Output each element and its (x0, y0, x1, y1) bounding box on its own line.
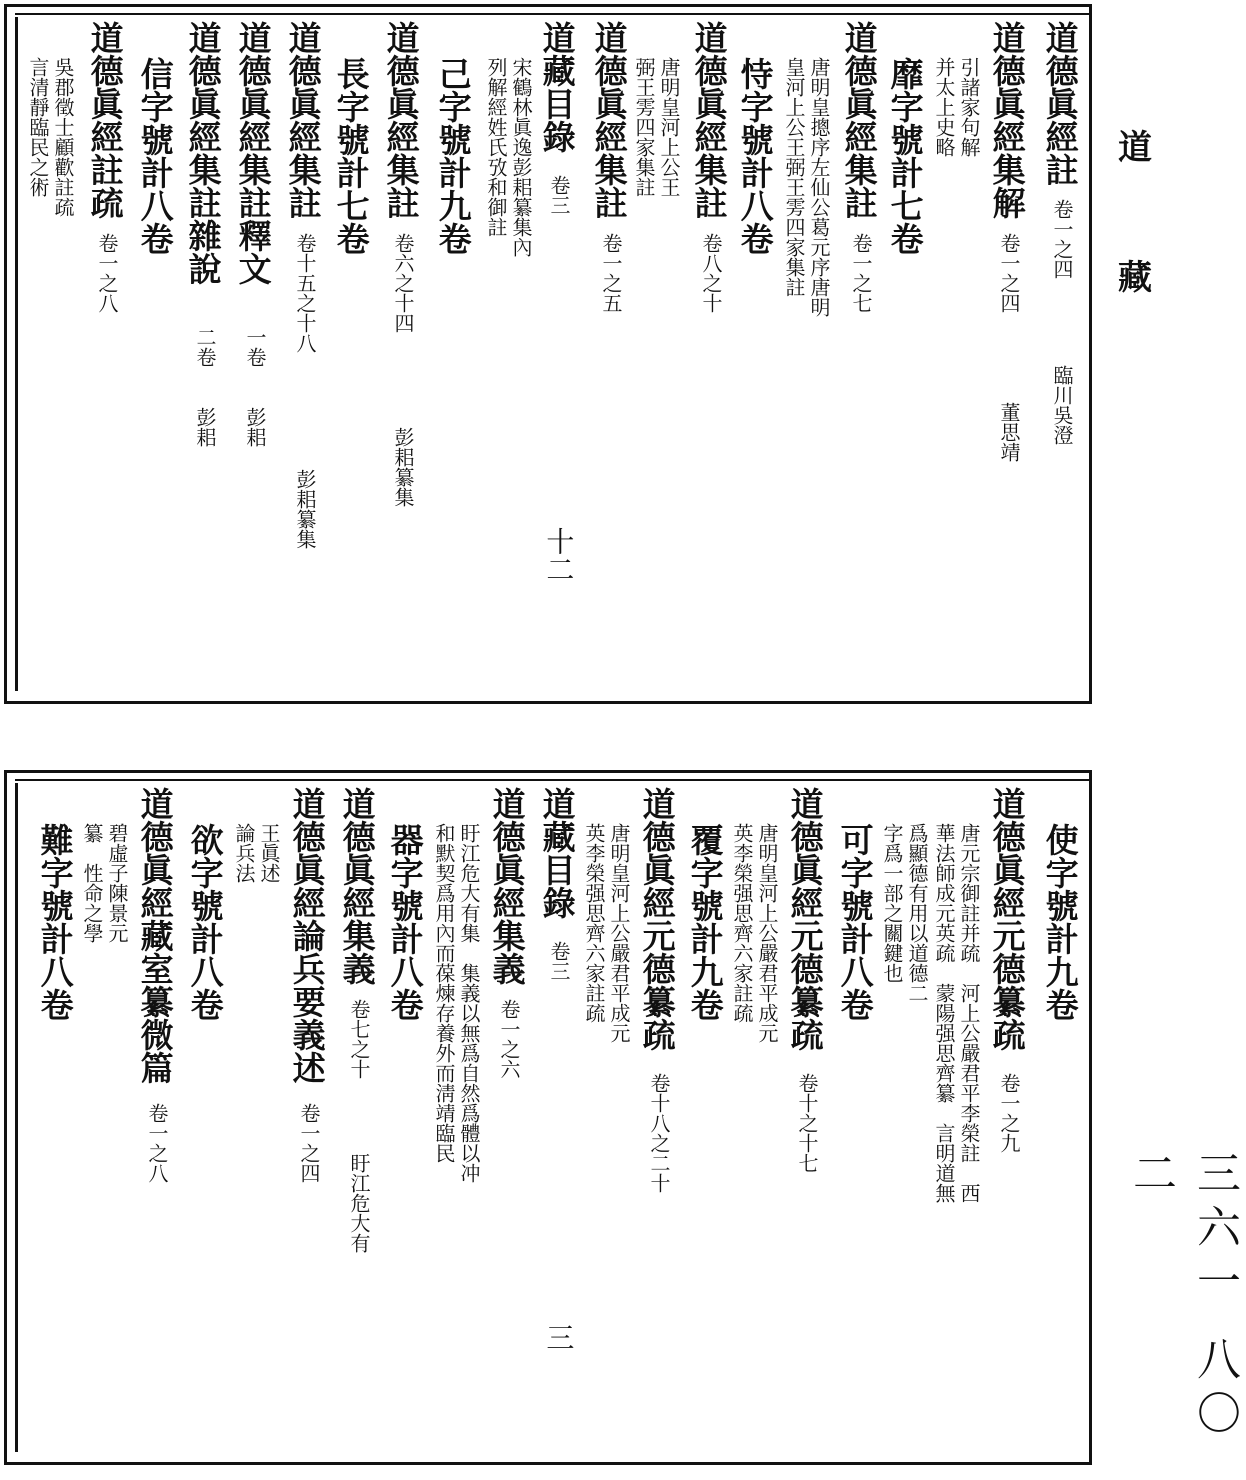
bottom-register-rule (15, 779, 1089, 781)
entry-volumes: 卷一之七 (849, 233, 873, 313)
note-line: 英李榮强思齊六家註疏 (582, 823, 606, 1023)
section-heading: 可字號計八卷 (835, 823, 875, 1021)
top-register-left-rule (15, 17, 18, 691)
entry-title: 道德眞經元德纂疏 (785, 787, 825, 1051)
entry-note (27, 57, 73, 217)
entry-volumes: 卷十八之二十 (647, 1073, 671, 1193)
note-line: 吳郡徵士顧歡註疏 (51, 57, 75, 217)
entry-volumes: 卷十之十七 (795, 1073, 819, 1173)
note-line: 宋鶴林眞逸彭耜纂集內 (509, 57, 533, 257)
entry-volumes: 卷六之十四 (391, 233, 415, 333)
entry-title: 道德眞經元德纂疏 (987, 787, 1027, 1051)
entry-note (433, 823, 479, 1183)
note-line: 唐明皇河上公王 (657, 57, 681, 197)
entry-author: 董思靖 (997, 402, 1021, 462)
note-line: 字爲一部之關鍵也 (880, 823, 904, 983)
entry-author: 彭耜 (243, 407, 267, 447)
section-heading: 己字號計九卷 (433, 57, 473, 255)
note-line: 王眞述 (257, 823, 281, 883)
note-line: 碧虛子陳景元 (105, 823, 129, 943)
entry-title: 道德眞經集註 (283, 21, 323, 219)
entry-author: 彭耜 (193, 407, 217, 447)
running-title-volume: 卷三 (547, 941, 571, 981)
entry-title: 道德眞經論兵要義述 (287, 787, 327, 1084)
note-line: 爲顯德有用以道德二 (905, 823, 929, 1003)
entry-title: 道德眞經集註釋文 (233, 21, 273, 285)
entry-note (933, 57, 979, 157)
entry-title: 道德眞經元德纂疏 (637, 787, 677, 1051)
note-line: 并太上史略 (932, 57, 956, 157)
entry-volumes: 卷八之十 (699, 233, 723, 313)
section-heading: 信字號計八卷 (135, 57, 175, 255)
note-line: 弼王雱四家集註 (632, 57, 656, 197)
section-heading: 欲字號計八卷 (185, 823, 225, 1021)
note-line: 和默契爲用內而葆煉存養外而淸靖臨民 (432, 823, 456, 1163)
margin-title-char-2: 藏 (1118, 258, 1152, 298)
entry-title: 道德眞經集義 (337, 787, 377, 985)
folio-number: 三 (542, 1323, 576, 1351)
entry-note (731, 823, 777, 1043)
note-line: 引諸家句解 (957, 57, 981, 157)
entry-volumes: 卷一之四 (297, 1103, 321, 1183)
entry-volumes: 卷一之四 (997, 233, 1021, 313)
section-heading: 靡字號計七卷 (885, 57, 925, 255)
note-line: 英李榮强思齊六家註疏 (730, 823, 754, 1023)
entry-title: 道德眞經集註雜說 (183, 21, 223, 285)
entry-author: 盱江危大有 (347, 1153, 371, 1253)
entry-note (81, 823, 127, 943)
bottom-register-left-rule (15, 783, 18, 1452)
running-title: 道藏目錄 (537, 21, 577, 153)
note-line: 列解經姓氏攷和御註 (484, 57, 508, 237)
entry-title: 道德眞經集註 (839, 21, 879, 219)
note-line: 纂 性命之學 (80, 823, 104, 943)
entry-volumes: 卷一之五 (599, 233, 623, 313)
running-title-volume: 卷三 (547, 175, 571, 215)
entry-author: 彭耜纂集 (391, 427, 415, 507)
section-heading: 使字號計九卷 (1040, 823, 1080, 1021)
section-heading: 器字號計八卷 (385, 823, 425, 1021)
entry-note (583, 823, 629, 1043)
entry-volumes: 二卷 (193, 327, 217, 367)
note-line: 唐明皇河上公嚴君平成元 (755, 823, 779, 1043)
entry-note (633, 57, 679, 197)
entry-note (485, 57, 531, 257)
entry-volumes: 一卷 (243, 327, 267, 367)
entry-note (881, 823, 927, 1003)
entry-title: 道德眞經註 (1040, 21, 1080, 186)
entry-note (933, 823, 979, 1203)
entry-author: 臨川吳澄 (1050, 365, 1074, 445)
entry-title: 道德眞經集註 (589, 21, 629, 219)
section-heading: 恃字號計八卷 (735, 57, 775, 255)
folio-number: 十二 (542, 527, 576, 583)
entry-note (783, 57, 829, 317)
running-title: 道藏目錄 (537, 787, 577, 919)
note-line: 論兵法 (232, 823, 256, 883)
entry-volumes: 卷一之八 (145, 1103, 169, 1183)
note-line: 唐明皇河上公嚴君平成元 (607, 823, 631, 1043)
entry-volumes: 卷一之六 (497, 999, 521, 1079)
entry-title: 道德眞經集義 (487, 787, 527, 985)
entry-title: 道德眞經註疏 (85, 21, 125, 219)
note-line: 皇河上公王弼王雱四家集註 (782, 57, 806, 297)
entry-volumes: 卷一之九 (997, 1073, 1021, 1153)
note-line: 唐明皇摠序左仙公葛元序唐明 (807, 57, 831, 317)
bottom-register (4, 770, 1092, 1465)
entry-title: 道德眞經藏室纂微篇 (135, 787, 175, 1084)
section-heading: 難字號計八卷 (35, 823, 75, 1021)
note-line: 華法師成元英疏 蒙陽强思齊纂 言明道無 (932, 823, 956, 1203)
entry-volumes: 卷一之四 (1050, 199, 1074, 279)
entry-volumes: 卷十五之十八 (293, 233, 317, 353)
page-number: 三六一 八〇二 (1125, 1150, 1240, 1444)
section-heading: 長字號計七卷 (331, 57, 371, 255)
entry-volumes: 卷一之八 (95, 233, 119, 313)
top-register-rule (15, 13, 1089, 15)
margin-title-char-1: 道 (1118, 128, 1152, 168)
note-line: 盱江危大有集 集義以無爲自然爲體以冲 (457, 823, 481, 1183)
entry-title: 道德眞經集註 (381, 21, 421, 219)
section-heading: 覆字號計九卷 (685, 823, 725, 1021)
note-line: 言清靜臨民之術 (26, 57, 50, 197)
entry-title: 道德眞經集註 (689, 21, 729, 219)
top-register (4, 4, 1092, 704)
entry-volumes: 卷七之十 (347, 999, 371, 1079)
entry-note (233, 823, 279, 883)
entry-author: 彭耜纂集 (293, 469, 317, 549)
note-line: 唐元宗御註并疏 河上公嚴君平李榮註 西 (957, 823, 981, 1203)
entry-title: 道德眞經集解 (987, 21, 1027, 219)
